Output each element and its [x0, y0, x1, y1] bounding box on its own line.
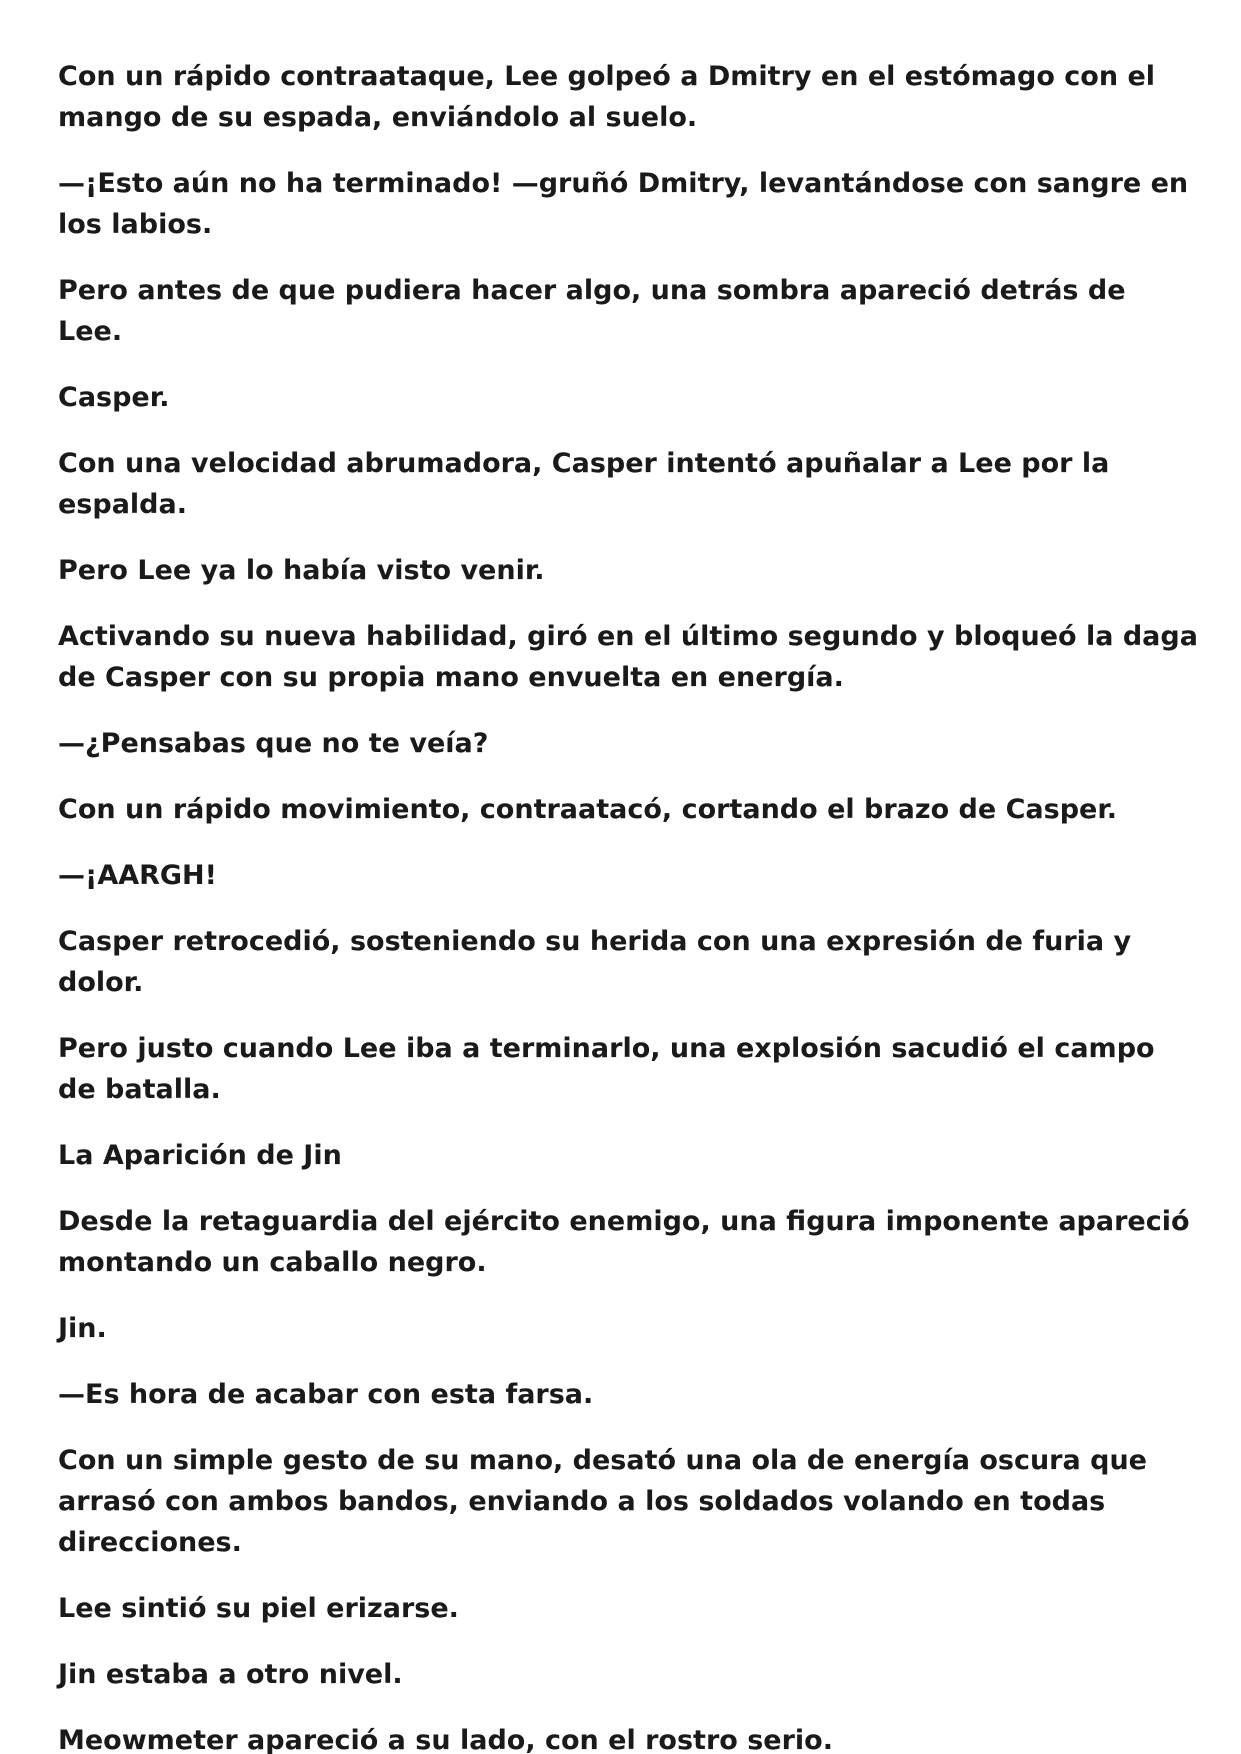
paragraph: Con una velocidad abrumadora, Casper intentó apuñalar a Lee por la espalda. [58, 448, 1110, 520]
story-text [58, 56, 1198, 1754]
paragraph: —¡Esto aún no ha terminado! —gruñó Dmitry, levantándose con sangre en los labios. [58, 168, 1189, 240]
paragraph: Lee sintió su piel erizarse. [58, 1593, 459, 1624]
paragraph: —¡AARGH! [58, 860, 217, 891]
paragraph: Activando su nueva habilidad, giró en el último segundo y bloqueó la daga de Casper con su propia mano envuelta en energía. [58, 621, 1198, 693]
paragraph: Pero Lee ya lo había visto venir. [58, 555, 545, 586]
paragraph: Con un rápido movimiento, contraatacó, cortando el brazo de Casper. [58, 794, 1118, 825]
paragraph: Casper retrocedió, sosteniendo su herida con una expresión de furia y dolor. [58, 926, 1132, 998]
paragraph: Jin. [58, 1313, 107, 1344]
paragraph: Meowmeter apareció a su lado, con el rostro serio. [58, 1725, 833, 1754]
paragraph: Con un simple gesto de su mano, desató una ola de energía oscura que arrasó con ambos bandos, enviando a los soldados volando en todas direcciones. [58, 1445, 1147, 1558]
paragraph: Desde la retaguardia del ejército enemigo, una figura imponente apareció montando un caballo negro. [58, 1206, 1190, 1278]
paragraph: Pero justo cuando Lee iba a terminarlo, una explosión sacudió el campo de batalla. [58, 1033, 1155, 1105]
paragraph: Casper. [58, 382, 170, 413]
paragraph: Con un rápido contraataque, Lee golpeó a Dmitry en el estómago con el mango de su espada, enviándolo al suelo. [58, 61, 1156, 133]
paragraph: Pero antes de que pudiera hacer algo, una sombra apareció detrás de Lee. [58, 275, 1126, 347]
paragraph: Jin estaba a otro nivel. [58, 1659, 403, 1690]
section-heading: La Aparición de Jin [58, 1140, 342, 1171]
paragraph: —Es hora de acabar con esta farsa. [58, 1379, 594, 1410]
paragraph: —¿Pensabas que no te veía? [58, 728, 489, 759]
